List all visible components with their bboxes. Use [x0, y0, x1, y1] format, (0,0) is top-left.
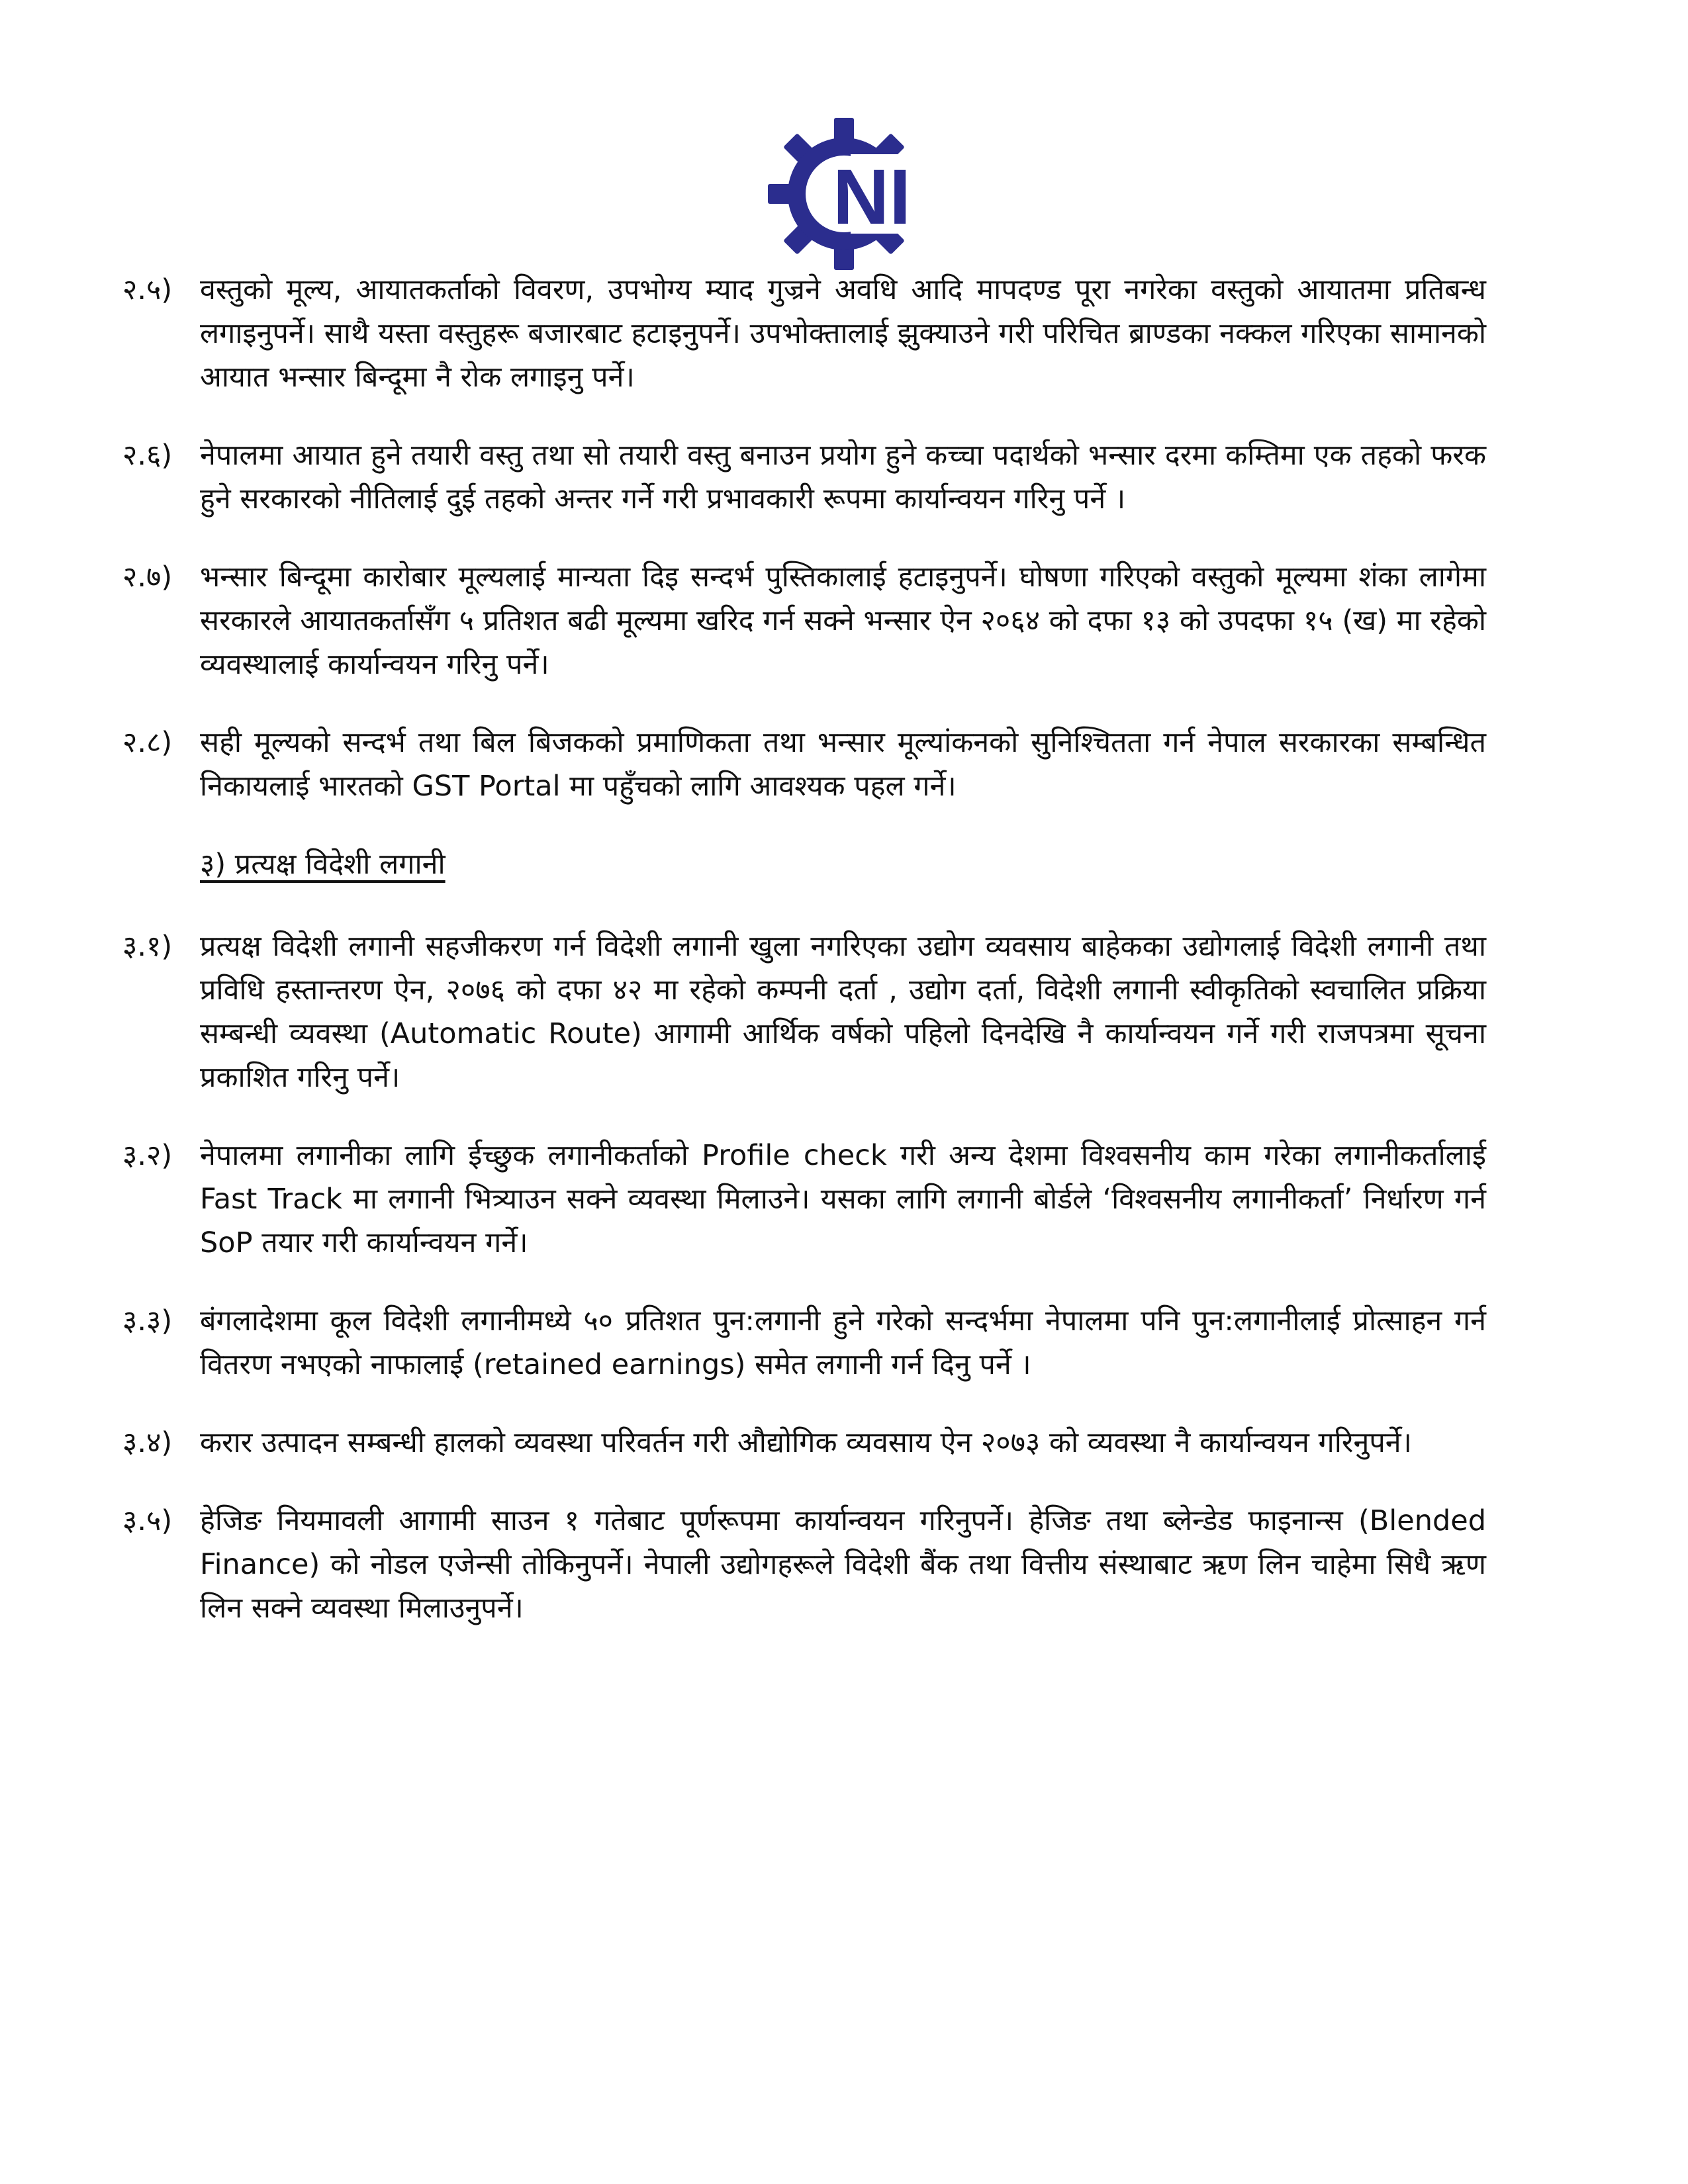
item-number: २.५) — [122, 273, 173, 306]
list-item — [122, 925, 1486, 1099]
item-number: ३.२) — [122, 1139, 173, 1172]
item-number: २.७) — [122, 561, 173, 594]
item-text: बंगलादेशमा कूल विदेशी लगानीमध्ये ५० प्रतिशत पुन:लगानी हुने गरेको सन्दर्भमा नेपालमा पनि पुन:लगानीलाई प्रोत्साहन गर्न वितरण नभएको नाफालाई (retained earnings) समेत लगानी गर्न दिनु पर्ने । — [200, 1304, 1486, 1381]
list-item — [122, 1299, 1486, 1387]
list-item — [122, 1134, 1486, 1265]
item-text: करार उत्पादन सम्बन्धी हालको व्यवस्था परिवर्तन गरी औद्योगिक व्यवसाय ऐन २०७३ को व्यवस्था नै कार्यान्वयन गरिनुपर्ने। — [200, 1426, 1412, 1459]
list-item — [122, 1499, 1486, 1630]
item-text: हेजिङ नियमावली आगामी साउन १ गतेबाट पूर्णरूपमा कार्यान्वयन गरिनुपर्ने। हेजिङ तथा ब्लेन्डेड फाइनान्स (Blended Finance) को नोडल एजेन्सी तोकिनुपर्ने। नेपाली उद्योगहरूले विदेशी बैंक तथा वित्तीय संस्थाबाट ऋण लिन चाहेमा सिधै ऋण लिन सक्ने व्यवस्था मिलाउनुपर्ने। — [200, 1504, 1486, 1625]
item-text: भन्सार बिन्दूमा कारोबार मूल्यलाई मान्यता दिइ सन्दर्भ पुस्तिकालाई हटाइनुपर्ने। घोषणा गरिएको वस्तुको मूल्यमा शंका लागेमा सरकारले आयातकर्तासँग ५ प्रतिशत बढी मूल्यमा खरिद गर्न सक्ने भन्सार ऐन २०६४ को दफा १३ को उपदफा १५ (ख) मा रहेको व्यवस्थालाई कार्यान्वयन गरिनु पर्ने। — [200, 561, 1486, 681]
logo-text: NI — [833, 154, 911, 241]
item-number: ३.४) — [122, 1426, 173, 1459]
item-text: नेपालमा आयात हुने तयारी वस्तु तथा सो तयारी वस्तु बनाउन प्रयोग हुने कच्चा पदार्थको भन्सार दरमा कम्तिमा एक तहको फरक हुने सरकारको नीतिलाई दुई तहको अन्तर गर्ने गरी प्रभावकारी रूपमा कार्यान्वयन गरिनु पर्ने । — [200, 439, 1487, 516]
section-heading: ३) प्रत्यक्ष विदेशी लगानी — [200, 848, 445, 881]
list-item — [122, 433, 1486, 521]
item-number: २.६) — [122, 439, 173, 472]
item-number: ३.५) — [122, 1504, 173, 1537]
list-item — [122, 268, 1486, 399]
item-number: २.८) — [122, 726, 173, 759]
gear-logo-icon — [768, 118, 920, 270]
item-number: ३.३) — [122, 1304, 173, 1338]
item-text: सही मूल्यको सन्दर्भ तथा बिल बिजकको प्रमाणिकता तथा भन्सार मूल्यांकनको सुनिश्चितता गर्न नेपाल सरकारका सम्बन्धित निकायलाई भारतको GST Portal मा पहुँचको लागि आवश्यक पहल गर्ने। — [200, 726, 1486, 803]
item-text: नेपालमा लगानीका लागि ईच्छुक लगानीकर्ताको Profile check गरी अन्य देशमा विश्वसनीय काम गरेका लगानीकर्तालाई Fast Track मा लगानी भित्र्याउन सक्ने व्यवस्था मिलाउने। यसका लागि लगानी बोर्डले ‘विश्वसनीय लगानीकर्ता’ निर्धारण गर्न SoP तयार गरी कार्यान्वयन गर्ने। — [200, 1139, 1486, 1259]
list-item — [122, 721, 1486, 808]
list-item — [122, 555, 1486, 686]
list-item — [122, 1421, 1486, 1465]
item-number: ३.१) — [122, 930, 173, 963]
item-text: प्रत्यक्ष विदेशी लगानी सहजीकरण गर्न विदेशी लगानी खुला नगरिएका उद्योग व्यवसाय बाहेकका उद्योगलाई विदेशी लगानी तथा प्रविधि हस्तान्तरण ऐन, २०७६ को दफा ४२ मा रहेको कम्पनी दर्ता , उद्योग दर्ता, विदेशी लगानी स्वीकृतिको स्वचालित प्रक्रिया सम्बन्धी व्यवस्था (Automatic Route) आगामी आर्थिक वर्षको पहिलो दिनदेखि नै कार्यान्वयन गर्ने गरी राजपत्रमा सूचना प्रकाशित गरिनु पर्ने। — [200, 930, 1486, 1094]
document-body — [122, 268, 1486, 1664]
item-text: वस्तुको मूल्य, आयातकर्ताको विवरण, उपभोग्य म्याद गुज्रने अवधि आदि मापदण्ड पूरा नगरेका वस्तुको आयातमा प्रतिबन्ध लगाइनुपर्ने। साथै यस्ता वस्तुहरू बजारबाट हटाइनुपर्ने। उपभोक्तालाई झुक्याउने गरी परिचित ब्राण्डका नक्कल गरिएका सामानको आयात भन्सार बिन्दूमा नै रोक लगाइनु पर्ने। — [200, 273, 1486, 394]
